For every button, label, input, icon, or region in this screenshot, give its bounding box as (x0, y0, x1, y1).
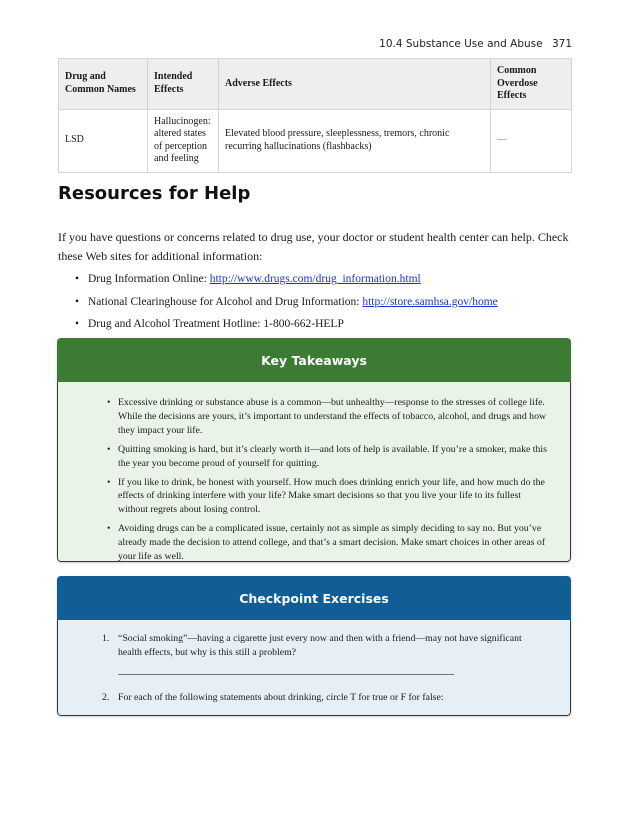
exercise-text: “Social smoking”—having a cigarette just every now and then with a friend—may not have significant health effects, but why is this still a problem? (118, 633, 522, 658)
running-head (379, 38, 572, 50)
item-number: 2. (102, 691, 110, 703)
exercise-list (58, 632, 548, 705)
intro-paragraph: If you have questions or concerns related to drug use, your doctor or student health center can help. Check these Web sites for additional information: (58, 230, 569, 263)
exercise-text: For each of the following statements about drinking, circle T for true or F for false: (118, 691, 444, 703)
key-takeaways-box (57, 338, 571, 562)
checkpoint-exercises-title: Checkpoint Exercises (57, 576, 571, 620)
column-header: Drug and Common Names (59, 59, 148, 110)
list-item: • Quitting smoking is hard, but it’s clearly worth it—and lots of help is available. If you’re a smoker, make this the year you become proud of yourself for quitting. (118, 443, 548, 471)
list-item (102, 691, 548, 705)
list-item (88, 315, 558, 338)
table-cell: Hallucinogen: altered states of perception and feeling (148, 109, 219, 172)
checkpoint-exercises-body (57, 620, 571, 716)
checkpoint-exercises-box (57, 576, 571, 716)
page-number: 371 (551, 38, 572, 50)
list-item (102, 632, 548, 675)
column-header: Adverse Effects (219, 59, 491, 110)
column-header: Intended Effects (148, 59, 219, 110)
list-item: • Avoiding drugs can be a complicated issue, certainly not as simple as simply deciding to say no. But you’ve already made the decision to attend college, and that’s a smart decision. Make smart choices in other areas of your life as well. (118, 522, 548, 562)
answer-line[interactable] (118, 660, 454, 675)
key-takeaways-body (57, 382, 571, 562)
drugs-com-link[interactable]: http://www.drugs.com/drug_information.html (209, 273, 421, 285)
list-item: • Excessive drinking or substance abuse is a common—but unhealthy—response to the stresses of college life. While the decisions are yours, it’s important to understand the effects of tobacco, alcohol, and drugs and how they impact your life. (118, 396, 548, 438)
key-takeaways-title: Key Takeaways (57, 338, 571, 382)
column-header: Common Overdose Effects (491, 59, 572, 110)
table-row (59, 109, 572, 172)
list-item: • If you like to drink, be honest with yourself. How much does drinking enrich your life, and how much do the effects of drinking interfere with your life? Make smart decisions so that you live your life to its fullest without regrets about losing control. (118, 476, 548, 518)
table-header-row (59, 59, 572, 110)
resource-text: Drug and Alcohol Treatment Hotline: 1-800-662-HELP (88, 318, 344, 330)
drug-effects-table (58, 58, 572, 173)
table-cell: — (491, 109, 572, 172)
item-number: 1. (102, 633, 110, 644)
list-item (88, 293, 558, 316)
resource-text: Drug Information Online: (88, 273, 210, 285)
table-cell: Elevated blood pressure, sleeplessness, tremors, chronic recurring hallucinations (flashbacks) (219, 109, 491, 172)
running-head-section: 10.4 Substance Use and Abuse (379, 38, 543, 50)
samhsa-link[interactable]: http://store.samhsa.gov/home (362, 295, 498, 308)
resource-text: National Clearinghouse for Alcohol and Drug Information: (88, 295, 363, 308)
list-item (88, 270, 558, 293)
table-cell: LSD (59, 109, 148, 172)
takeaways-list (58, 396, 548, 562)
resource-list (88, 270, 558, 338)
section-title: Resources for Help (58, 183, 251, 204)
